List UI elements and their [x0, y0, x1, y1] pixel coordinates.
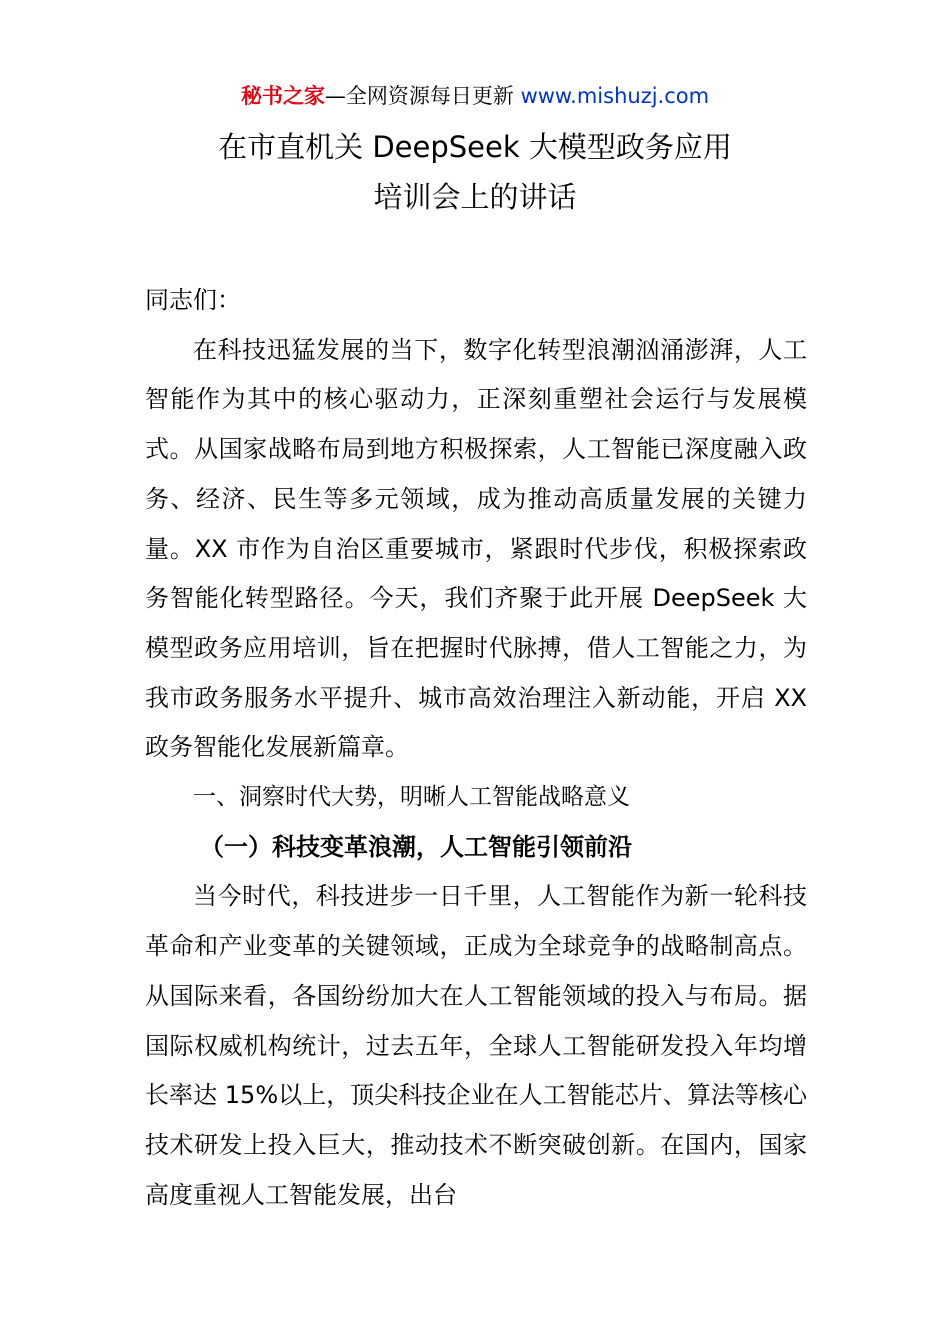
site-header — [0, 80, 950, 112]
site-url[interactable]: www.mishuzj.com — [520, 84, 710, 108]
subsection-heading: （一）科技变革浪潮，人工智能引领前沿 — [200, 832, 632, 861]
document-title-line1: 在市直机关 DeepSeek 大模型政务应用 — [218, 130, 732, 164]
paragraph-intro: 在科技迅猛发展的当下，数字化转型浪潮汹涌澎湃，人工智能作为其中的核心驱动力，正深刻重塑社会运行与发展模式。从国家战略布局到地方积极探索，人工智能已深度融入政务、经济、民生等多元领域，成为推动高质量发展的关键力量。XX 市作为自治区重要城市，紧跟时代步伐，积极探索政务智能化转型路径。今天，我们齐聚于此开展 DeepSeek 大模型政务应用培训，旨在把握时代脉搏，借人工智能之力，为我市政务服务水平提升、城市高效治理注入新动能，开启 XX 政务智能化发展新篇章。 — [145, 335, 807, 762]
document-body — [145, 276, 807, 1220]
brand-name: 秘书之家 — [240, 84, 325, 108]
paragraph-body: 当今时代，科技进步一日千里，人工智能作为新一轮科技革命和产业变革的关键领域，正成为全球竞争的战略制高点。从国际来看，各国纷纷加大在人工智能领域的投入与布局。据国际权威机构统计，过去五年，全球人工智能研发投入年均增长率达 15%以上，顶尖科技企业在人工智能芯片、算法等核心技术研发上投入巨大，推动技术不断突破创新。在国内，国家高度重视人工智能发展，出台 — [145, 882, 807, 1209]
document-title-line2: 培训会上的讲话 — [373, 180, 577, 214]
header-tagline: —全网资源每日更新 — [324, 84, 521, 108]
section-heading: 一、洞察时代大势，明晰人工智能战略意义 — [193, 784, 630, 811]
greeting: 同志们： — [145, 286, 241, 314]
